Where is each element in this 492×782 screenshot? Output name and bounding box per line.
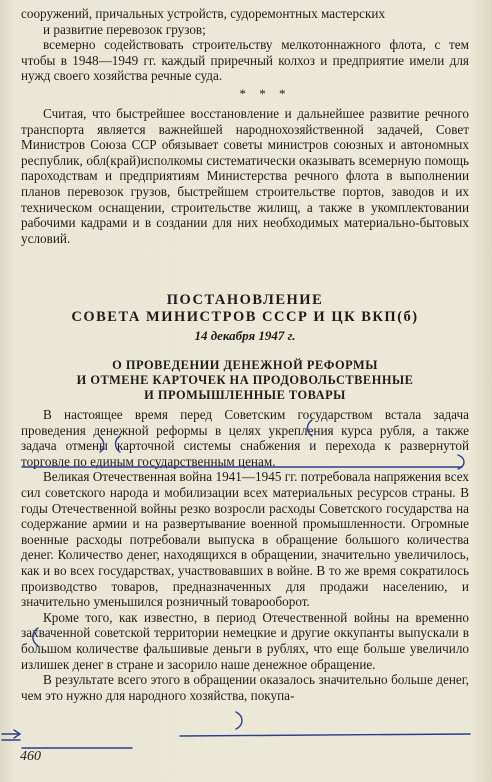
fragment-line-1: сооружений, причальных устройств, судоремонтных мастерских — [21, 6, 386, 21]
fragment-line-2: и развитие перевозок грузов; — [43, 21, 206, 37]
resolution-date: 14 декабря 1947 г. — [194, 328, 296, 343]
resolution-body — [21, 407, 469, 703]
paragraph-reform-task: В настоящее время перед Советским государством встала задача проведения денежной реформы в целях укрепления курса рубля, а также задача отмены карточной системы снабжения и перехода к развернутой торговле по единым государственным ценам. — [21, 407, 469, 469]
paragraph-counterfeit: Кроме того, как известно, в период Отечественной войны на временно захваченной советской территории немецкие и другие оккупанты выпускали в большом количестве фальшивые деньги в рублях, что еще больше увеличило излишек денег в стране и засорило наше денежное обращение. — [21, 609, 469, 672]
paragraph-excess-money: В результате всего этого в обращении оказалось значительно больше денег, чем это нужно для народного хозяйства, покупа- — [21, 672, 469, 703]
resolution-subheading — [21, 358, 469, 403]
heading-line-1: ПОСТАНОВЛЕНИЕ — [166, 292, 324, 308]
resolution-heading — [21, 292, 469, 344]
paragraph-war-expenses: Великая Отечественная война 1941—1945 гг. потребовала напряжения всех сил советского народа и мобилизации всех материальных ресурсов страны. В годы Отечественной войны резко возросли расходы Советского государства на содержание армии и на развертывание военной промышленности. Огромные военные расходы потребовали выпуска в обращение большого количества денег. Количество денег, находящихся в обращении, значительно увеличилось, как и во всех государствах, участвовавших в войне. В то же время сократилось производство товаров, предназначенных для продажи населению, и значительно уменьшился розничный товарооборот. — [21, 469, 469, 610]
heading-line-2: СОВЕТА МИНИСТРОВ СССР И ЦК ВКП(б) — [71, 309, 419, 325]
paragraph-small-fleet: всемерно содействовать строительству мелкотоннажного флота, с тем чтобы в 1948—1949 гг. каждый приречный колхоз и предприятие имели для нужд своего хозяйства речные суда. — [21, 37, 469, 84]
page-number: 460 — [20, 749, 41, 764]
arrow-margin-mark — [2, 730, 20, 740]
closing-bracket-mark-3 — [236, 712, 242, 729]
strike-mark — [180, 734, 470, 736]
top-text-block — [21, 6, 469, 246]
subheading-line-2: И ОТМЕНЕ КАРТОЧЕК НА ПРОДОВОЛЬСТВЕННЫЕ — [76, 373, 414, 387]
section-separator: * * * — [239, 85, 291, 101]
subheading-line-1: О ПРОВЕДЕНИИ ДЕНЕЖНОЙ РЕФОРМЫ — [112, 358, 378, 372]
subheading-line-3: И ПРОМЫШЛЕННЫЕ ТОВАРЫ — [144, 388, 346, 402]
paragraph-river-transport: Считая, что быстрейшее восстановление и дальнейшее развитие речного транспорта является важнейшей народнохозяйственной задачей, Совет Министров Союза ССР обязывает советы министров союзных и автономных республик, обл(край)исполкомы систематически оказывать всемерную помощь пароходствам и предприятиям Министерства речного флота в выполнении планов перевозок грузов, быстрейшем строительстве портов, заводов и их техническом оснащении, строительстве жилищ, а также в укомплектовании рабочими кадрами и в создании для них необходимых материально-бытовых условий. — [21, 105, 469, 246]
